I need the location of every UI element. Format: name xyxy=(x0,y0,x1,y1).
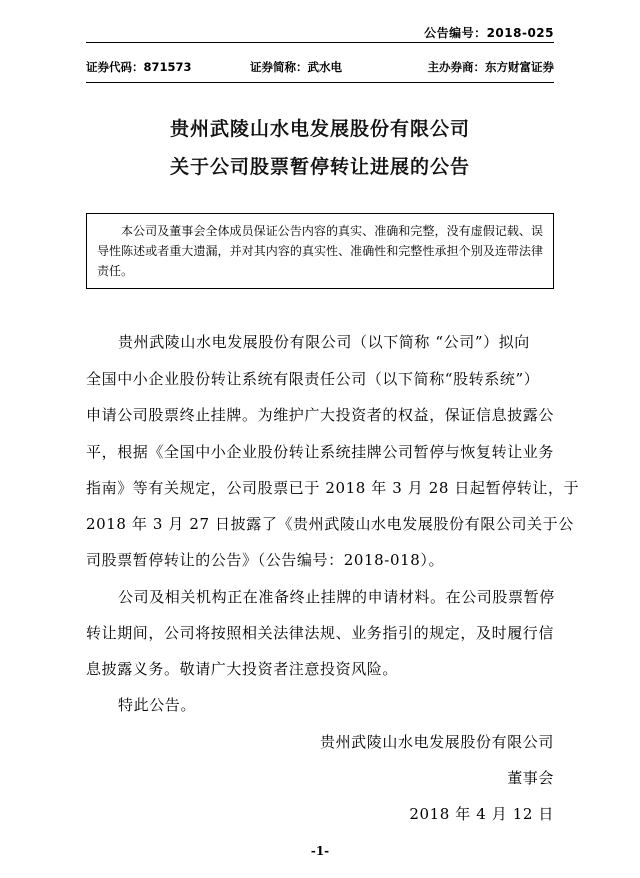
paragraph-line: 司股票暂停转让的公告》（公告编号：2018-018）。 xyxy=(86,551,445,569)
paragraph-line: 转让期间，公司将按照相关法律法规、业务指引的规定，及时履行信 xyxy=(86,624,555,642)
security-abbreviation: 证券简称：武水电 xyxy=(250,60,342,74)
signature-company: 贵州武陵山水电发展股份有限公司 xyxy=(319,733,554,751)
header-top-rule xyxy=(86,42,554,43)
signature-board: 董事会 xyxy=(507,769,554,787)
paragraph-line: 贵州武陵山水电发展股份有限公司（以下简称 “公司”）拟向 xyxy=(118,333,530,351)
document-title-line-1: 贵州武陵山水电发展股份有限公司 xyxy=(169,118,470,140)
security-code: 证券代码：871573 xyxy=(86,60,192,74)
notice-number: 公告编号：2018-025 xyxy=(424,26,554,40)
paragraph-line: 平，根据《全国中小企业股份转让系统挂牌公司暂停与恢复转让业务 xyxy=(86,443,555,461)
sponsor-broker: 主办券商：东方财富证券 xyxy=(427,60,554,74)
document-title-line-2: 关于公司股票暂停转让进展的公告 xyxy=(169,156,470,178)
paragraph-line: 息披露义务。敬请广大投资者注意投资风险。 xyxy=(86,660,399,678)
closing-line: 特此公告。 xyxy=(118,696,197,714)
signature-date: 2018 年 4 月 12 日 xyxy=(409,805,554,823)
paragraph-line: 全国中小企业股份转让系统有限责任公司（以下简称“股转系统”） xyxy=(86,370,540,388)
paragraph-line: 指南》等有关规定，公司股票已于 2018 年 3 月 28 日起暂停转让，于 xyxy=(86,479,580,497)
header-bottom-rule xyxy=(86,82,554,83)
paragraph-line: 2018 年 3 月 27 日披露了《贵州武陵山水电发展股份有限公司关于公 xyxy=(86,515,574,533)
page-number: -1- xyxy=(310,844,330,858)
paragraph-line: 申请公司股票终止挂牌。为维护广大投资者的权益，保证信息披露公 xyxy=(86,406,555,424)
paragraph-line: 公司及相关机构正在准备终止挂牌的申请材料。在公司股票暂停 xyxy=(118,588,555,606)
disclaimer-box: 本公司及董事会全体成员保证公告内容的真实、准确和完整，没有虚假记载、误导性陈述或者重大遗漏，并对其内容的真实性、准确性和完整性承担个别及连带法律责任。 xyxy=(86,213,554,289)
